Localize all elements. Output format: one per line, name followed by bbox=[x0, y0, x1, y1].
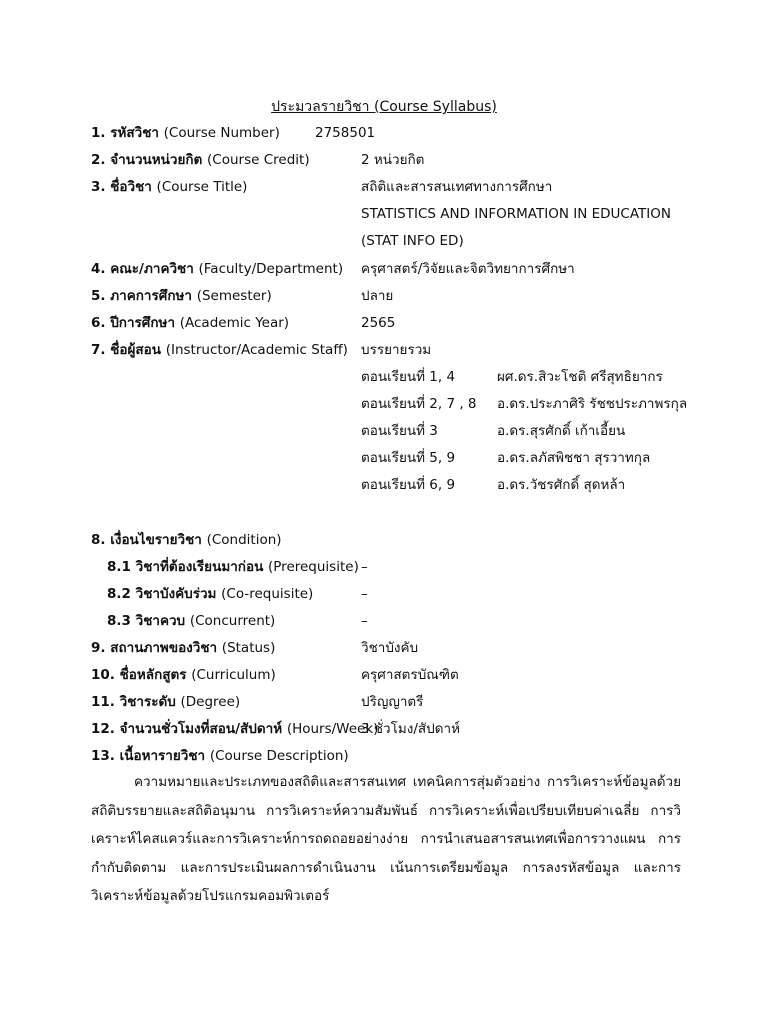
section-instructor: อ.ดร.ประภาศิริ รัชชประภาพรกุล bbox=[497, 396, 688, 412]
curriculum-value: ครุศาสตรบัณฑิต bbox=[361, 667, 459, 683]
course-number-row bbox=[0, 121, 768, 145]
course-description: ความหมายและประเภทของสถิติและสารสนเทศ เทคนิคการสุ่มตัวอย่าง การวิเคราะห์ข้อมูลด้วยสถิติบรรยายและสถิติอนุมาน การวิเคราะห์ความสัมพันธ์ การวิเคราะห์เพื่อเปรียบเทียบค่าเฉลี่ย การวิเคราะห์ไคสแควร์และการวิเคราะห์การถดถอยอย่างง่าย การนำเสนอสารสนเทศเพื่อการวางแผน การกำกับติดตาม และการประเมินผลการดำเนินงาน เน้นการเตรียมข้อมูล การลงรหัสข้อมูล และการวิเคราะห์ข้อมูลด้วยโปรแกรมคอมพิวเตอร์ bbox=[91, 774, 681, 904]
condition-label: 8. เงื่อนไขรายวิชา (Condition) bbox=[91, 532, 282, 548]
section-instructor: อ.ดร.สุรศักดิ์ เก้าเอี้ยน bbox=[497, 423, 626, 439]
description-heading-row bbox=[0, 744, 768, 768]
course-title-abbr: (STAT INFO ED) bbox=[361, 233, 464, 249]
faculty-value: ครุศาสตร์/วิจัยและจิตวิทยาการศึกษา bbox=[361, 261, 575, 277]
course-credit-label: 2. จำนวนหน่วยกิต (Course Credit) bbox=[91, 152, 310, 168]
section-row bbox=[0, 446, 768, 470]
concurrent-value: – bbox=[361, 613, 368, 629]
section-instructor: ผศ.ดร.สิวะโชติ ศรีสุทธิยากร bbox=[497, 369, 663, 385]
section-row bbox=[0, 419, 768, 443]
instructor-value: บรรยายรวม bbox=[361, 342, 432, 358]
corequisite-label: 8.2 วิชาบังคับร่วม (Co-requisite) bbox=[107, 586, 314, 602]
section-instructor: อ.ดร.ลภัสพิชชา สุรวาทกุล bbox=[497, 450, 651, 466]
course-title-english-row bbox=[0, 202, 768, 226]
section-label: ตอนเรียนที่ 6, 9 bbox=[361, 477, 456, 493]
hours-value: 3 ชั่วโมง/สัปดาห์ bbox=[361, 721, 460, 737]
hours-row bbox=[0, 717, 768, 741]
instructor-row bbox=[0, 338, 768, 362]
prerequisite-value: – bbox=[361, 559, 368, 575]
corequisite-row bbox=[0, 582, 768, 606]
course-title-label: 3. ชื่อวิชา (Course Title) bbox=[91, 179, 248, 195]
degree-label: 11. วิชาระดับ (Degree) bbox=[91, 694, 241, 710]
course-credit-row bbox=[0, 148, 768, 172]
semester-row bbox=[0, 284, 768, 308]
section-label: ตอนเรียนที่ 3 bbox=[361, 423, 438, 439]
page-title: ประมวลรายวิชา (Course Syllabus) bbox=[271, 99, 497, 115]
curriculum-row bbox=[0, 663, 768, 687]
course-title-thai: สถิติและสารสนเทศทางการศึกษา bbox=[361, 179, 553, 195]
academic-year-label: 6. ปีการศึกษา (Academic Year) bbox=[91, 315, 290, 331]
course-number-value: 2758501 bbox=[315, 125, 376, 141]
description-label: 13. เนื้อหารายวิชา (Course Description) bbox=[91, 748, 349, 764]
course-title-english: STATISTICS AND INFORMATION IN EDUCATION bbox=[361, 206, 671, 222]
prerequisite-row bbox=[0, 555, 768, 579]
section-label: ตอนเรียนที่ 2, 7 , 8 bbox=[361, 396, 477, 412]
section-instructor: อ.ดร.วัชรศักดิ์ สุดหล้า bbox=[497, 477, 626, 493]
concurrent-row bbox=[0, 609, 768, 633]
faculty-label: 4. คณะ/ภาควิชา (Faculty/Department) bbox=[91, 261, 344, 277]
semester-label: 5. ภาคการศึกษา (Semester) bbox=[91, 288, 272, 304]
course-number-label: 1. รหัสวิชา (Course Number) bbox=[91, 125, 280, 141]
status-row bbox=[0, 636, 768, 660]
degree-value: ปริญญาตรี bbox=[361, 694, 424, 710]
section-row bbox=[0, 473, 768, 497]
academic-year-value: 2565 bbox=[361, 315, 396, 331]
section-label: ตอนเรียนที่ 5, 9 bbox=[361, 450, 456, 466]
semester-value: ปลาย bbox=[361, 288, 394, 304]
hours-label: 12. จำนวนชั่วโมงที่สอน/สัปดาห์ (Hours/Week) bbox=[91, 721, 379, 737]
section-row bbox=[0, 365, 768, 389]
instructor-label: 7. ชื่อผู้สอน (Instructor/Academic Staff) bbox=[91, 342, 348, 358]
course-title-abbr-row bbox=[0, 229, 768, 253]
faculty-row bbox=[0, 257, 768, 281]
section-row bbox=[0, 392, 768, 416]
degree-row bbox=[0, 690, 768, 714]
condition-row bbox=[0, 528, 768, 552]
course-title-row bbox=[0, 175, 768, 199]
corequisite-value: – bbox=[361, 586, 368, 602]
curriculum-label: 10. ชื่อหลักสูตร (Curriculum) bbox=[91, 667, 276, 683]
academic-year-row bbox=[0, 311, 768, 335]
status-label: 9. สถานภาพของวิชา (Status) bbox=[91, 640, 276, 656]
course-credit-value: 2 หน่วยกิต bbox=[361, 152, 425, 168]
section-label: ตอนเรียนที่ 1, 4 bbox=[361, 369, 456, 385]
status-value: วิชาบังคับ bbox=[361, 640, 419, 656]
concurrent-label: 8.3 วิชาควบ (Concurrent) bbox=[107, 613, 276, 629]
prerequisite-label: 8.1 วิชาที่ต้องเรียนมาก่อน (Prerequisite) bbox=[107, 559, 359, 575]
